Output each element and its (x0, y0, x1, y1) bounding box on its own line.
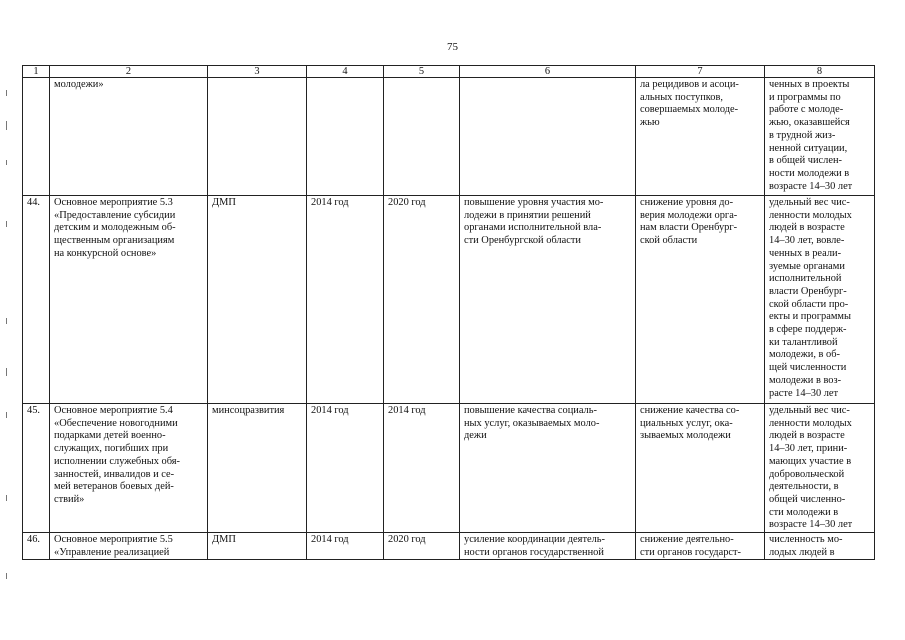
executor (208, 78, 307, 196)
header-cell: 5 (384, 66, 460, 78)
activity-name: Основное мероприятие 5.5 «Управление реализацией (50, 533, 208, 560)
non-implementation-consequences: снижение уровня до- верия молодежи орга- нам власти Оренбург- ской области (636, 196, 765, 404)
non-implementation-consequences: снижение деятельно- сти органов государст- (636, 533, 765, 560)
target-indicator: ченных в проекты и программы по работе с молоде- жью, оказавшейся в трудной жиз- ненной ситуации, в общей числен- ности молодежи в возрасте 14–30 лет (765, 78, 875, 196)
activity-name: Основное мероприятие 5.4 «Обеспечение новогодними подарками детей военно- служащих, погибших при исполнении служебных обя- занностей, инвалидов и се- мей ветеранов боевых дей- ствий» (50, 404, 208, 533)
start-year: 2014 год (307, 404, 384, 533)
table-row (23, 78, 875, 196)
executor: ДМП (208, 533, 307, 560)
activities-table (22, 65, 875, 560)
row-number: 46. (23, 533, 50, 560)
table-row (23, 404, 875, 533)
page-number: 75 (447, 41, 458, 53)
header-cell: 3 (208, 66, 307, 78)
target-indicator: удельный вес чис- ленности молодых людей в возрасте 14–30 лет, вовле- ченных в реали- зуемые органами исполнительной власти Оренбург- ской области про- екты и программы в сфере поддерж- ки талантливой молодежи, в об- щей численности молодежи в воз- расте 14–30 лет (765, 196, 875, 404)
non-implementation-consequences: ла рецидивов и асоци- альных поступков, совершаемых молоде- жью (636, 78, 765, 196)
executor: ДМП (208, 196, 307, 404)
header-cell: 2 (50, 66, 208, 78)
expected-result: повышение качества социаль- ных услуг, оказываемых моло- дежи (460, 404, 636, 533)
end-year (384, 78, 460, 196)
target-indicator: численность мо- лодых людей в (765, 533, 875, 560)
expected-result: усиление координации деятель- ности органов государственной (460, 533, 636, 560)
table-header-row (23, 66, 875, 78)
header-cell: 1 (23, 66, 50, 78)
row-number (23, 78, 50, 196)
header-cell: 8 (765, 66, 875, 78)
header-cell: 4 (307, 66, 384, 78)
table-row (23, 196, 875, 404)
end-year: 2020 год (384, 196, 460, 404)
expected-result (460, 78, 636, 196)
non-implementation-consequences: снижение качества со- циальных услуг, ока- зываемых молодежи (636, 404, 765, 533)
end-year: 2014 год (384, 404, 460, 533)
start-year: 2014 год (307, 196, 384, 404)
header-cell: 6 (460, 66, 636, 78)
target-indicator: удельный вес чис- ленности молодых людей в возрасте 14–30 лет, прини- мающих участие в добровольческой деятельности, в общей численно- сти молодежи в возрасте 14–30 лет (765, 404, 875, 533)
end-year: 2020 год (384, 533, 460, 560)
header-cell: 7 (636, 66, 765, 78)
activity-name: Основное мероприятие 5.3 «Предоставление субсидии детским и молодежным об- щественным организациям на конкурсной основе» (50, 196, 208, 404)
table-row (23, 533, 875, 560)
executor: минсоцразвития (208, 404, 307, 533)
start-year: 2014 год (307, 533, 384, 560)
start-year (307, 78, 384, 196)
activity-name: молодежи» (50, 78, 208, 196)
expected-result: повышение уровня участия мо- лодежи в принятии решений органами исполнительной вла- сти Оренбургской области (460, 196, 636, 404)
row-number: 45. (23, 404, 50, 533)
row-number: 44. (23, 196, 50, 404)
